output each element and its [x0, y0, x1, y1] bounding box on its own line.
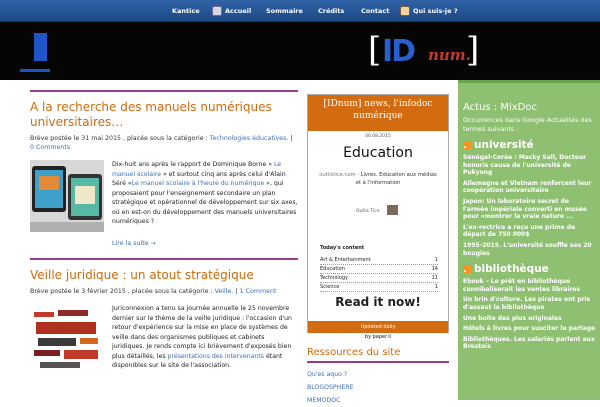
widget-author: Outils Tice: [356, 209, 380, 214]
post-meta: [30, 134, 298, 152]
post-comments-link[interactable]: 1 Comment: [239, 288, 277, 295]
post-body: [30, 304, 298, 382]
widget-date: 06.08.2015: [365, 134, 391, 139]
resource-link[interactable]: BLOGOSPHERE: [307, 384, 354, 391]
excerpt-link[interactable]: Le manuel scolaire: [112, 161, 282, 178]
table-row[interactable]: [320, 265, 438, 274]
post: [30, 258, 298, 382]
read-it-now-button[interactable]: Read it now!: [335, 295, 421, 309]
row-count: 14: [431, 266, 438, 272]
excerpt-text: Juriconnexion a tenu sa journée annuelle le 25 novembre dernier sur le thème de la veille juridique : l'occasion d'un retour d'expérience sur la mise en place de systèmes de veille dans des organismes publiques et cabinets juridiques. Je rends compte ici brièvement d'exposés bien plus détaillés, les: [112, 305, 292, 360]
widget-tags: [316, 171, 440, 187]
read-more-link[interactable]: Lire la suite →: [112, 240, 156, 247]
divider: [307, 361, 449, 363]
post-title[interactable]: Veille juridique : un atout stratégique: [30, 268, 254, 282]
site-banner: [0, 22, 600, 80]
post-category-link[interactable]: Technologies éducatives.: [209, 135, 289, 142]
excerpt-text: », qui proposaient pour l'enseignement secondaire un plan stratégique et opérationnel de développement sur six axes, où en est-on du développement des manuels universitaires numériques ?: [112, 180, 298, 225]
row-count: 1: [434, 257, 438, 263]
logo-bracket-close: ]: [466, 30, 480, 70]
news-item[interactable]: 1995-2015. L'université souffle ses 20 bougies: [463, 241, 592, 257]
sidebar-subtitle: Occurrences dans Google Actualités des termes suivants :: [463, 116, 592, 133]
row-label: Art & Entertainment: [320, 257, 371, 263]
news-item[interactable]: Sénégal-Corée : Macky Sall, Docteur honoris causa de l'université de Pukyong: [463, 154, 587, 177]
news-item[interactable]: Une boite des plus originales: [463, 314, 562, 322]
news-item[interactable]: Japon: Un laboratoire secret de l'armée impériale converti en musée pour «montrer la vraie nature ...: [463, 197, 587, 221]
main-content: [30, 90, 298, 382]
nav-qui-suis-je[interactable]: [400, 0, 458, 22]
nav-contact[interactable]: Contact: [361, 7, 390, 15]
home-icon: [212, 6, 222, 16]
resources-title: Ressources du site: [307, 347, 401, 358]
excerpt-link[interactable]: Le manuel scolaire à l'heure du numérique: [131, 180, 265, 187]
news-item[interactable]: Allemagne et Vietnam renforcent leur coopération universitaire: [463, 179, 592, 195]
post-comments-link[interactable]: 0 Comments: [30, 144, 71, 151]
logo-script: num.: [428, 46, 471, 64]
news-item[interactable]: Bibliothèques. Les salariés parlent aux Brestois: [463, 335, 595, 351]
row-count: 11: [431, 275, 438, 281]
widget-source[interactable]: outilstice.com: [319, 172, 356, 178]
excerpt-text: Dix-huit ans après le rapport de Dominique Borne «: [112, 161, 274, 168]
nav-kantice[interactable]: Kantice: [172, 7, 200, 15]
table-row[interactable]: [320, 283, 438, 292]
post-body: [30, 160, 298, 247]
news-item[interactable]: Hôtels à livres pour susciter le partage: [463, 325, 596, 333]
nav-sommaire[interactable]: Sommaire: [266, 7, 303, 15]
row-label: Education: [320, 266, 345, 272]
excerpt-link[interactable]: présentations des intervenants: [167, 352, 265, 360]
divider: [30, 258, 298, 260]
news-sidebar: [458, 80, 600, 400]
rss-icon[interactable]: [463, 141, 471, 149]
table-row[interactable]: [320, 256, 438, 265]
resource-link[interactable]: Qu'es aquo ?: [307, 371, 348, 378]
category-name: université: [474, 139, 534, 151]
nav-accueil-label: Accueil: [225, 7, 252, 15]
resource-link[interactable]: MEMODOC: [307, 397, 341, 404]
site-resources: [307, 346, 449, 407]
nav-accueil[interactable]: [212, 0, 251, 22]
widget-updated-label: Updated daily: [308, 321, 448, 333]
widget-header[interactable]: [IDnum] news, l'infodoc numérique: [308, 95, 448, 131]
widget-byline[interactable]: by paper.li: [364, 334, 392, 340]
tablet-thumbnail-image[interactable]: [30, 160, 104, 232]
widget-tag-text: · Livres. Education aux médias et à l'information: [355, 172, 437, 186]
news-item[interactable]: Ebook – Le prêt en bibliothèque cannibaliserait les ventes libraires: [463, 278, 581, 293]
news-item[interactable]: Un brin d'culture. Les pirates ont pris d'assaut la bibliothèque: [463, 296, 591, 311]
post-meta-text: Brève postée le 31 mai 2015 , placée sous la catégorie :: [30, 135, 208, 142]
post-meta-text: Brève postée le 3 février 2015 , placée sous la catégorie :: [30, 288, 213, 295]
logo-letters: ID: [382, 34, 415, 69]
top-navigation: [0, 0, 600, 22]
excerpt-text: étant disponibles sur le site de l'association.: [112, 352, 283, 369]
nav-qui-suis-je-label: Qui suis-je ?: [413, 7, 458, 15]
logo-underline: [20, 69, 50, 72]
news-item[interactable]: L'ex-rectrice a reçu une prime de départ de 750 000$: [463, 223, 576, 239]
sidebar-title: Actus : MixDoc: [463, 102, 537, 113]
post-excerpt: [112, 160, 298, 227]
rss-icon[interactable]: [463, 265, 471, 273]
divider: [30, 90, 298, 92]
excerpt-text: » et surtout cinq ans après celui d'Alain Séré «: [112, 170, 286, 187]
site-logo[interactable]: [368, 30, 478, 74]
category-name: bibliothèque: [474, 263, 549, 276]
row-label: Technology: [320, 275, 349, 281]
table-row[interactable]: [320, 274, 438, 283]
user-icon: [400, 6, 410, 16]
post: [30, 90, 298, 258]
post-title[interactable]: A la recherche des manuels numériques universitaires…: [30, 100, 272, 129]
word-cloud-image[interactable]: [30, 304, 104, 376]
nav-credits[interactable]: Crédits: [318, 7, 345, 15]
post-category-link[interactable]: Veille.: [214, 288, 234, 295]
row-count: 1: [434, 284, 438, 290]
category-heading: [463, 139, 596, 151]
category-heading: [463, 263, 596, 275]
post-excerpt: [112, 304, 298, 371]
meta-separator: |: [235, 288, 238, 295]
author-avatar: [387, 205, 398, 215]
widget-headline[interactable]: Education: [343, 145, 413, 161]
logo-bracket-open: [: [368, 30, 382, 70]
paperli-widget[interactable]: [307, 94, 449, 333]
logo-mark[interactable]: [34, 33, 47, 61]
widget-content-table: [320, 256, 438, 292]
post-meta: [30, 287, 298, 296]
row-label: Science: [320, 284, 340, 290]
meta-separator: |: [290, 135, 293, 142]
widget-content-title: Today's content: [320, 245, 365, 251]
